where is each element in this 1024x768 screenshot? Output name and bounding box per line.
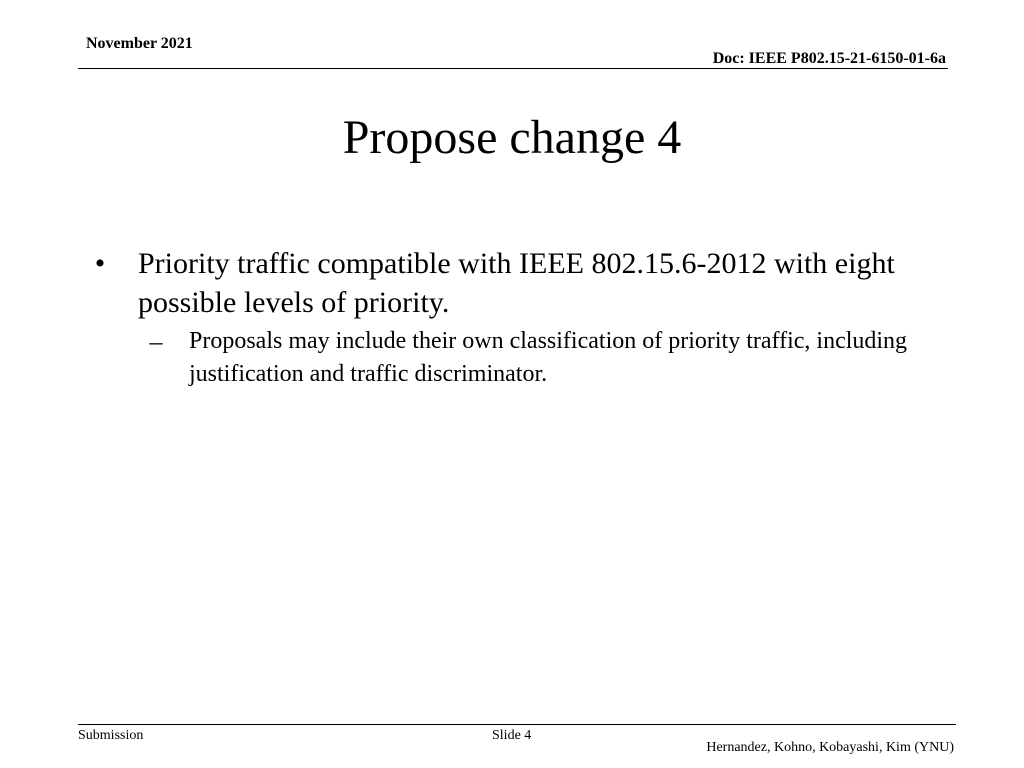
sub-bullet-text: Proposals may include their own classification of priority traffic, including justification and traffic discriminator. xyxy=(189,328,908,387)
dash-icon: – xyxy=(149,327,163,356)
sub-bullet-item xyxy=(138,325,948,391)
bullet-item xyxy=(88,244,948,391)
sub-bullet-list xyxy=(138,325,948,391)
header-doc-id: Doc: IEEE P802.15-21-6150-01-6a xyxy=(712,50,946,67)
bullet-list xyxy=(88,244,948,391)
footer-slide-number: Slide 4 xyxy=(492,728,532,743)
footer-divider xyxy=(78,724,956,725)
footer-submission: Submission xyxy=(78,728,144,743)
header-date: November 2021 xyxy=(86,35,193,52)
footer-authors: Hernandez, Kohno, Kobayashi, Kim (YNU) xyxy=(706,740,954,755)
header-divider xyxy=(78,68,948,69)
bullet-dot-icon: • xyxy=(94,247,106,280)
bullet-text: Priority traffic compatible with IEEE 802.15.6-2012 with eight possible levels of priority. xyxy=(138,247,895,319)
slide-title: Propose change 4 xyxy=(342,111,682,164)
